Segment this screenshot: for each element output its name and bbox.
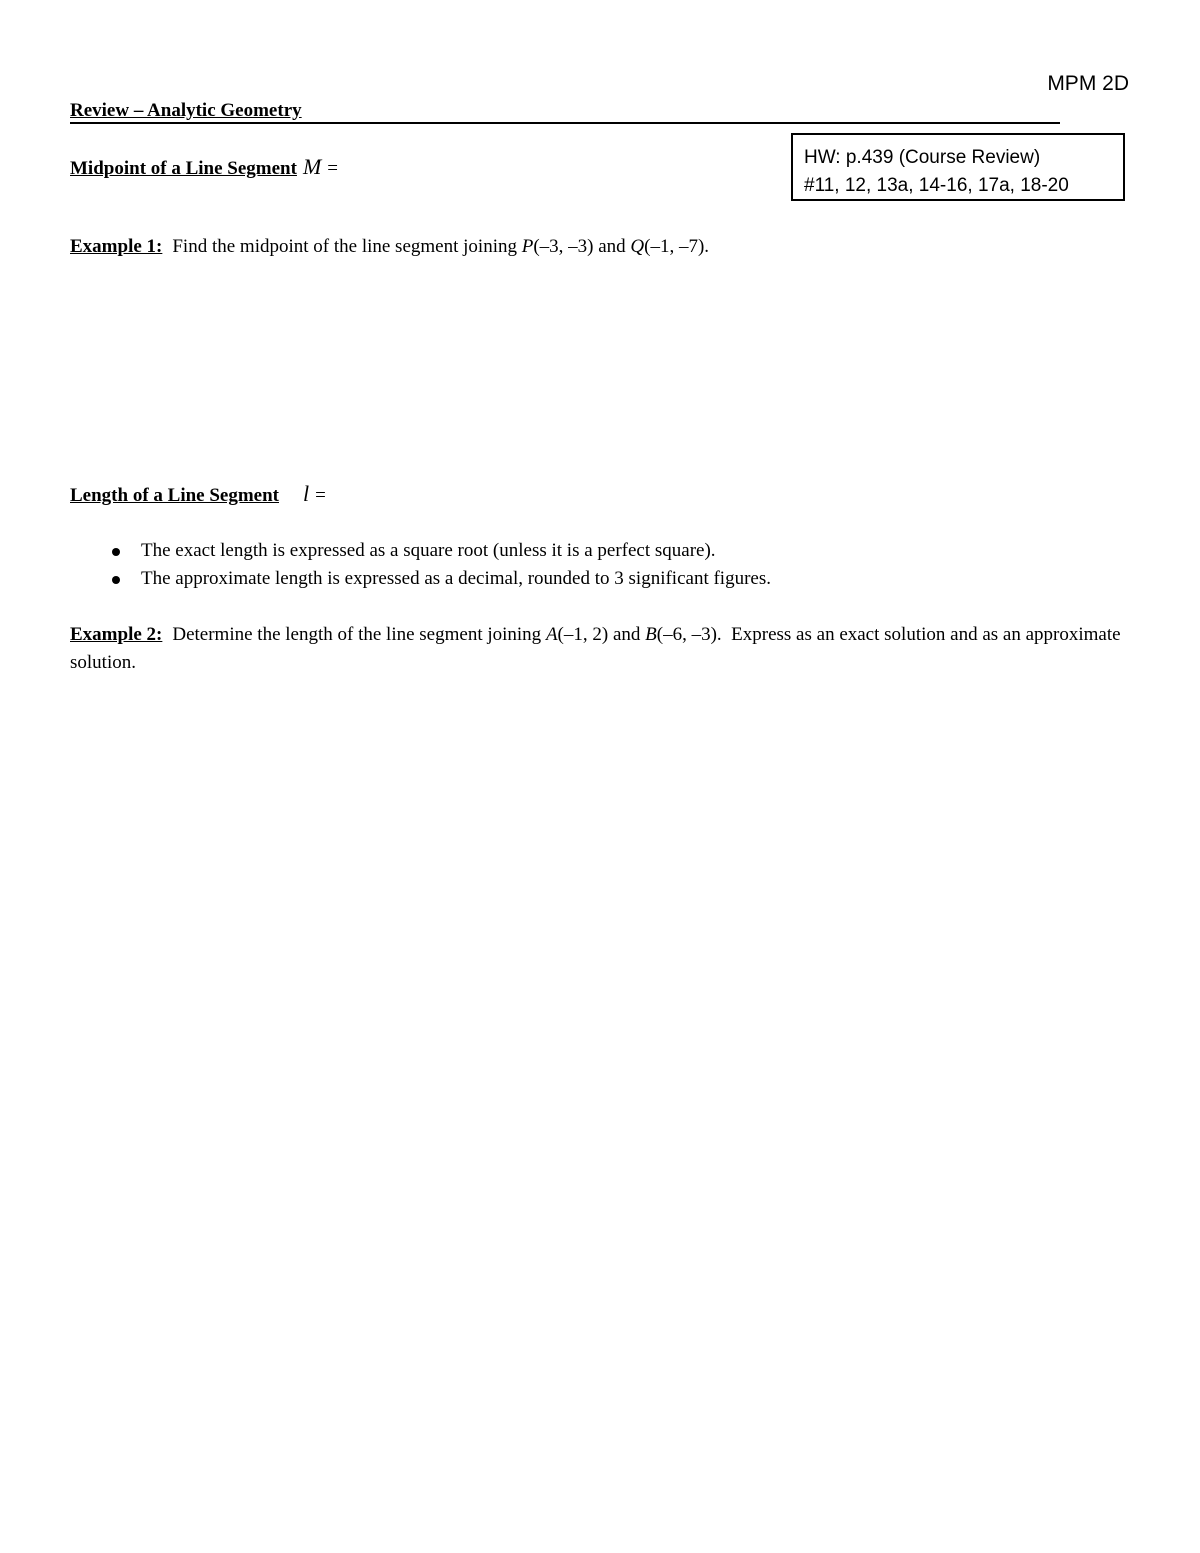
page-title-text: Review – Analytic Geometry	[70, 100, 302, 121]
point-q-name: Q	[630, 236, 645, 257]
point-p-coords: (–3, –3)	[533, 236, 594, 257]
length-label: Length of a Line Segment	[70, 485, 279, 506]
length-heading	[70, 481, 326, 507]
midpoint-heading	[70, 154, 338, 180]
length-equals: =	[315, 485, 326, 506]
point-q-coords: (–1, –7).	[644, 236, 710, 257]
list-item	[70, 565, 771, 593]
example-1-label: Example 1:	[70, 236, 163, 257]
example-2	[70, 621, 1135, 677]
bullet-text: The exact length is expressed as a square root (unless it is a perfect square).	[141, 540, 716, 561]
list-item	[70, 537, 771, 565]
point-p-name: P	[521, 236, 534, 257]
page-title	[70, 100, 1060, 124]
example-1	[70, 236, 709, 258]
midpoint-variable: M	[302, 154, 322, 179]
example-2-text: Determine the length of the line segment joining	[172, 624, 546, 645]
homework-line-2: #11, 12, 13a, 14-16, 17a, 18-20	[804, 175, 1069, 196]
point-a-coords: (–1, 2)	[557, 624, 609, 645]
homework-line-1: HW: p.439 (Course Review)	[804, 147, 1041, 168]
bullet-icon	[112, 548, 120, 556]
example-1-connector: and	[593, 236, 631, 257]
example-1-text: Find the midpoint of the line segment joining	[172, 236, 522, 257]
bullet-text: The approximate length is expressed as a decimal, rounded to 3 significant figures.	[141, 568, 771, 589]
example-2-label: Example 2:	[70, 624, 163, 645]
point-b-coords: (–6, –3).	[656, 624, 722, 645]
length-variable: l	[303, 481, 310, 506]
point-b-name: B	[645, 624, 657, 645]
example-2-instructions: Express as an exact solution and as an approximate solution.	[70, 624, 1126, 673]
midpoint-label: Midpoint of a Line Segment	[70, 158, 297, 179]
example-2-connector: and	[608, 624, 646, 645]
course-code: MPM 2D	[1047, 72, 1129, 95]
midpoint-equals: =	[327, 158, 338, 179]
length-notes-list	[70, 537, 771, 593]
homework-box	[791, 133, 1125, 201]
point-a-name: A	[545, 624, 558, 645]
bullet-icon	[112, 576, 120, 584]
